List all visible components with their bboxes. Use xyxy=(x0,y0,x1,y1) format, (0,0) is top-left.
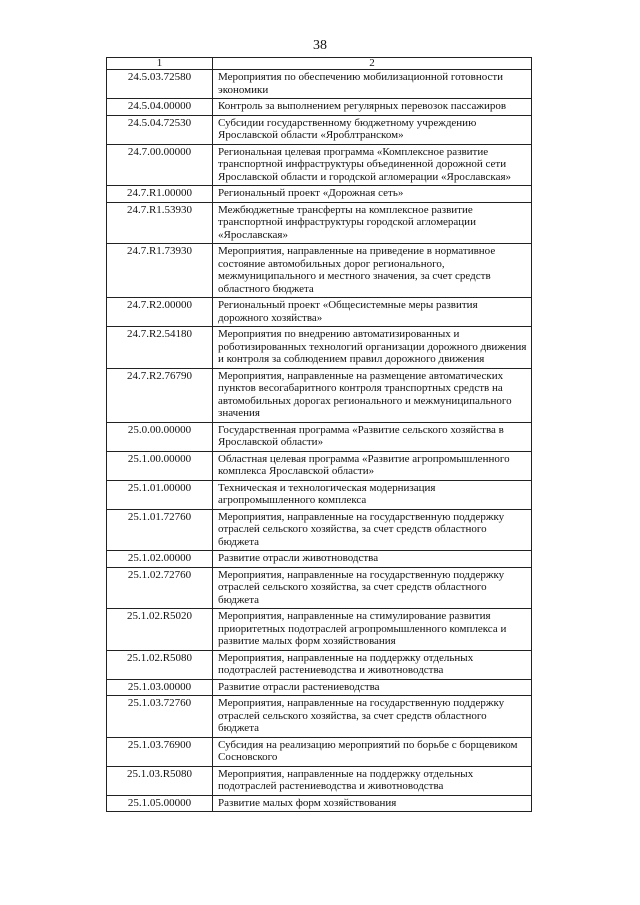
row-code: 25.0.00.00000 xyxy=(107,422,213,451)
table-header-row xyxy=(107,58,532,70)
row-code: 24.7.R1.53930 xyxy=(107,202,213,244)
row-name: Мероприятия, направленные на поддержку отдельных подотраслей растениеводства и животноводства xyxy=(213,650,532,679)
row-name: Мероприятия, направленные на поддержку отдельных подотраслей растениеводства и животноводства xyxy=(213,766,532,795)
table-row xyxy=(107,186,532,203)
row-code: 25.1.00.00000 xyxy=(107,451,213,480)
row-code: 25.1.03.R5080 xyxy=(107,766,213,795)
row-name: Контроль за выполнением регулярных перевозок пассажиров xyxy=(213,99,532,116)
column-header-name: 2 xyxy=(213,58,532,70)
table-row xyxy=(107,244,532,298)
row-name: Региональный проект «Общесистемные меры развития дорожного хозяйства» xyxy=(213,298,532,327)
table-row xyxy=(107,551,532,568)
row-name: Субсидии государственному бюджетному учреждению Ярославской области «Яроблтранском» xyxy=(213,115,532,144)
row-name: Мероприятия, направленные на размещение автоматических пунктов весогабаритного контроля транспортных средств на автомобильных дорогах регионального и межмуниципального значения xyxy=(213,368,532,422)
row-name: Областная целевая программа «Развитие агропромышленного комплекса Ярославской области» xyxy=(213,451,532,480)
row-name: Мероприятия, направленные на стимулирование развития приоритетных подотраслей агропромышленного комплекса и развитие малых форм хозяйствования xyxy=(213,609,532,651)
table-row xyxy=(107,737,532,766)
row-code: 24.7.R1.00000 xyxy=(107,186,213,203)
row-name: Межбюджетные трансферты на комплексное развитие транспортной инфраструктуры городской агломерации «Ярославская» xyxy=(213,202,532,244)
row-code: 25.1.03.00000 xyxy=(107,679,213,696)
row-code: 25.1.01.00000 xyxy=(107,480,213,509)
row-code: 25.1.01.72760 xyxy=(107,509,213,551)
row-name: Субсидия на реализацию мероприятий по борьбе с борщевиком Сосновского xyxy=(213,737,532,766)
table-row xyxy=(107,609,532,651)
budget-classification-table xyxy=(106,57,532,812)
table-row xyxy=(107,567,532,609)
table-row xyxy=(107,795,532,812)
row-code: 25.1.03.76900 xyxy=(107,737,213,766)
table-row xyxy=(107,422,532,451)
page-number: 38 xyxy=(313,38,327,53)
row-code: 24.5.04.72530 xyxy=(107,115,213,144)
row-code: 25.1.03.72760 xyxy=(107,696,213,738)
row-name: Региональная целевая программа «Комплексное развитие транспортной инфраструктуры объединенной дорожной сети Ярославской области и городской агломерации «Ярославская» xyxy=(213,144,532,186)
table-row xyxy=(107,115,532,144)
row-name: Мероприятия, направленные на государственную поддержку отраслей сельского хозяйства, за счет средств областного бюджета xyxy=(213,509,532,551)
table-row xyxy=(107,766,532,795)
row-code: 24.7.R1.73930 xyxy=(107,244,213,298)
row-code: 25.1.02.72760 xyxy=(107,567,213,609)
row-code: 24.5.04.00000 xyxy=(107,99,213,116)
table-row xyxy=(107,202,532,244)
row-name: Развитие отрасли растениеводства xyxy=(213,679,532,696)
row-name: Мероприятия, направленные на приведение в нормативное состояние автомобильных дорог регионального, межмуниципального и местного значения, за счет средств областного бюджета xyxy=(213,244,532,298)
row-name: Развитие отрасли животноводства xyxy=(213,551,532,568)
row-code: 24.5.03.72580 xyxy=(107,70,213,99)
row-name: Мероприятия по внедрению автоматизированных и роботизированных технологий организации дорожного движения и контроля за соблюдением правил дорожного движения xyxy=(213,327,532,369)
row-name: Техническая и технологическая модернизация агропромышленного комплекса xyxy=(213,480,532,509)
row-code: 24.7.00.00000 xyxy=(107,144,213,186)
row-code: 25.1.05.00000 xyxy=(107,795,213,812)
table-row xyxy=(107,144,532,186)
table-row xyxy=(107,480,532,509)
row-code: 24.7.R2.00000 xyxy=(107,298,213,327)
table-row xyxy=(107,679,532,696)
column-header-code: 1 xyxy=(107,58,213,70)
row-name: Мероприятия, направленные на государственную поддержку отраслей сельского хозяйства, за счет средств областного бюджета xyxy=(213,696,532,738)
table-row xyxy=(107,99,532,116)
row-name: Государственная программа «Развитие сельского хозяйства в Ярославской области» xyxy=(213,422,532,451)
table-row xyxy=(107,368,532,422)
table-row xyxy=(107,327,532,369)
row-code: 25.1.02.R5020 xyxy=(107,609,213,651)
row-code: 24.7.R2.54180 xyxy=(107,327,213,369)
table-row xyxy=(107,70,532,99)
row-code: 24.7.R2.76790 xyxy=(107,368,213,422)
row-code: 25.1.02.00000 xyxy=(107,551,213,568)
table-row xyxy=(107,650,532,679)
row-name: Региональный проект «Дорожная сеть» xyxy=(213,186,532,203)
table-row xyxy=(107,696,532,738)
row-name: Мероприятия по обеспечению мобилизационной готовности экономики xyxy=(213,70,532,99)
row-code: 25.1.02.R5080 xyxy=(107,650,213,679)
table-row xyxy=(107,298,532,327)
row-name: Мероприятия, направленные на государственную поддержку отраслей сельского хозяйства, за счет средств областного бюджета xyxy=(213,567,532,609)
table-row xyxy=(107,509,532,551)
table-row xyxy=(107,451,532,480)
row-name: Развитие малых форм хозяйствования xyxy=(213,795,532,812)
